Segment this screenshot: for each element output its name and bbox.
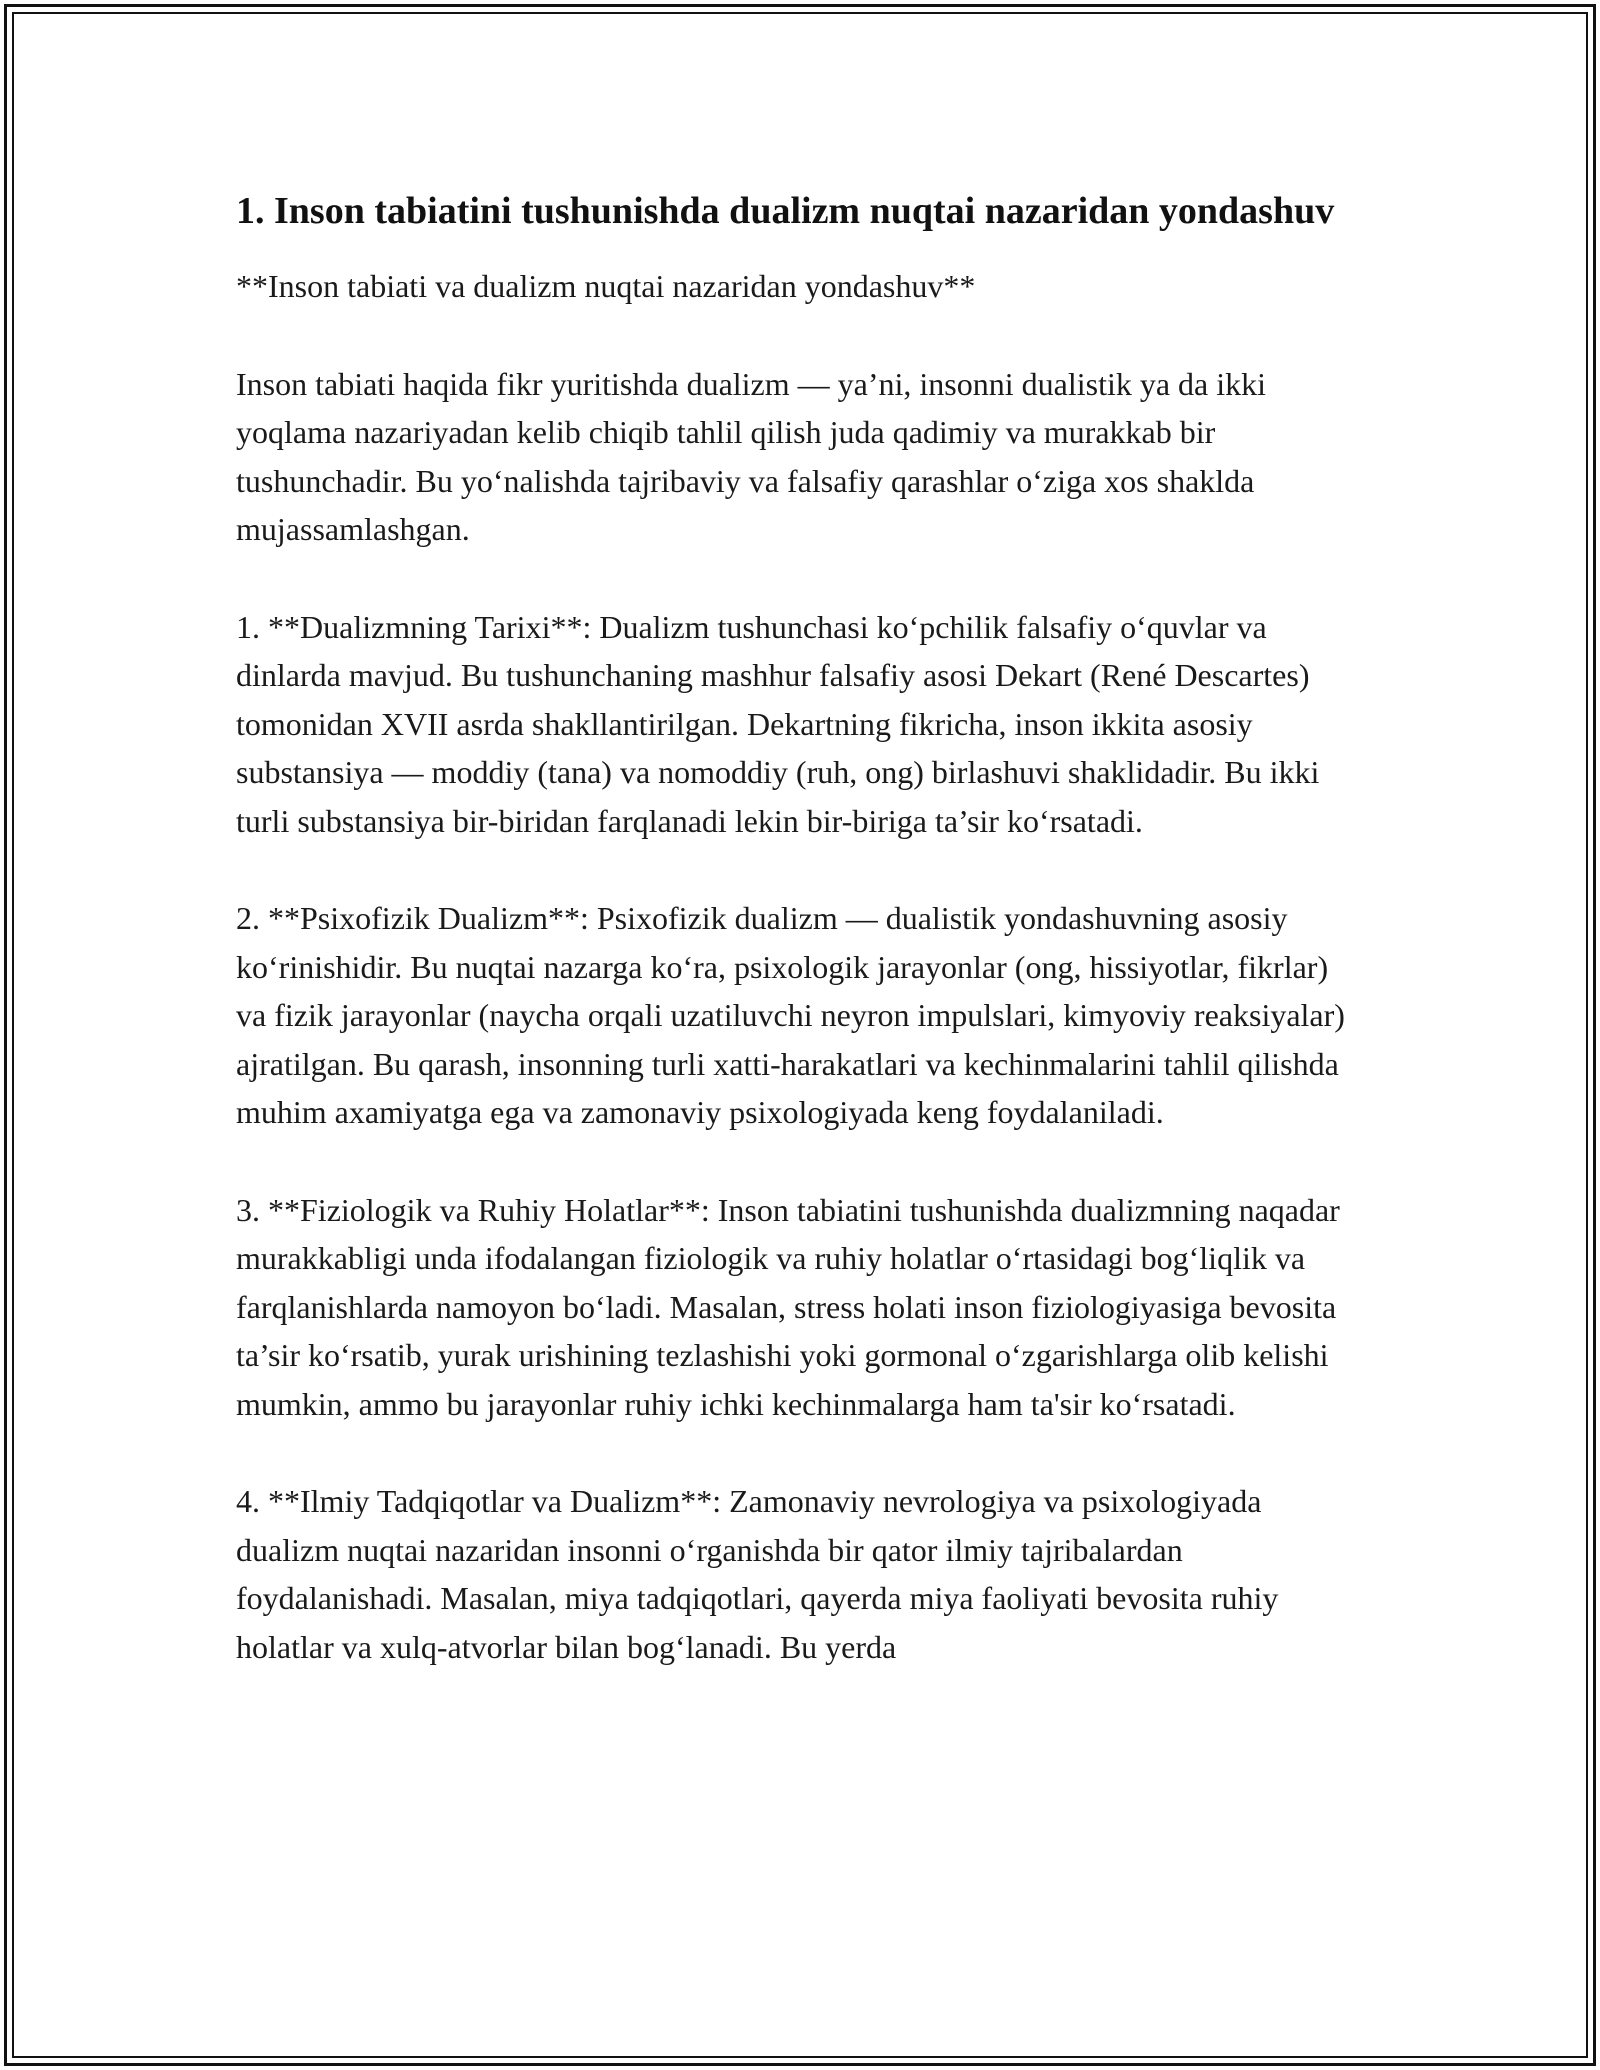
section-heading: 1. Inson tabiatini tushunishda dualizm nuqtai nazaridan yondashuv [236,190,1335,232]
document-body [236,186,1366,1671]
paragraph-research: 4. **Ilmiy Tadqiqotlar va Dualizm**: Zamonaviy nevrologiya va psixologiyada dualizm nuqtai nazaridan insonni oʻrganishda bir qator ilmiy tajribalardan foydalanishadi. Masalan, miya tadqiqotlari, qayerda miya faoliyati bevosita ruhiy holatlar va xulq-atvorlar bilan bogʻlanadi. Bu yerda [236,1483,1279,1665]
paragraph-intro: Inson tabiati haqida fikr yuritishda dualizm — ya’ni, insonni dualistik ya da ikki yoqlama nazariyadan kelib chiqib tahlil qilish juda qadimiy va murakkab bir tushunchadir. Bu yoʻnalishda tajribaviy va falsafiy qarashlar oʻziga xos shaklda mujassamlashgan. [236,365,1267,547]
paragraph-psychophysical: 2. **Psixofizik Dualizm**: Psixofizik dualizm — dualistik yondashuvning asosiy koʻrinishidir. Bu nuqtai nazarga koʻra, psixologik jarayonlar (ong, hissiyotlar, fikrlar) va fizik jarayonlar (naycha orqali uzatiluvchi neyron impulslari, kimyoviy reaksiyalar) ajratilgan. Bu qarash, insonning turli xatti-harakatlari va kechinmalarini tahlil qilishda muhim axamiyatga ega va zamonaviy psixologiyada keng foydalaniladi. [236,900,1345,1130]
document-subtitle: **Inson tabiati va dualizm nuqtai nazaridan yondashuv** [236,268,976,304]
paragraph-history: 1. **Dualizmning Tarixi**: Dualizm tushunchasi koʻpchilik falsafiy oʻquvlar va dinlarda mavjud. Bu tushunchaning mashhur falsafiy asosi Dekart (René Descartes) tomonidan XVII asrda shakllantirilgan. Dekartning fikricha, inson ikkita asosiy substansiya — moddiy (tana) va nomoddiy (ruh, ong) birlashuvi shaklidadir. Bu ikki turli substansiya bir-biridan farqlanadi lekin bir-biriga ta’sir koʻrsatadi. [236,608,1320,839]
paragraph-physiological: 3. **Fiziologik va Ruhiy Holatlar**: Inson tabiatini tushunishda dualizmning naqadar murakkabligi unda ifodalangan fiziologik va ruhiy holatlar oʻrtasidagi bogʻliqlik va farqlanishlarda namoyon boʻladi. Masalan, stress holati inson fiziologiyasiga bevosita ta’sir koʻrsatib, yurak urishining tezlashishi yoki gormonal oʻzgarishlarga olib kelishi mumkin, ammo bu jarayonlar ruhiy ichki kechinmalarga ham ta'sir koʻrsatadi. [236,1191,1340,1422]
